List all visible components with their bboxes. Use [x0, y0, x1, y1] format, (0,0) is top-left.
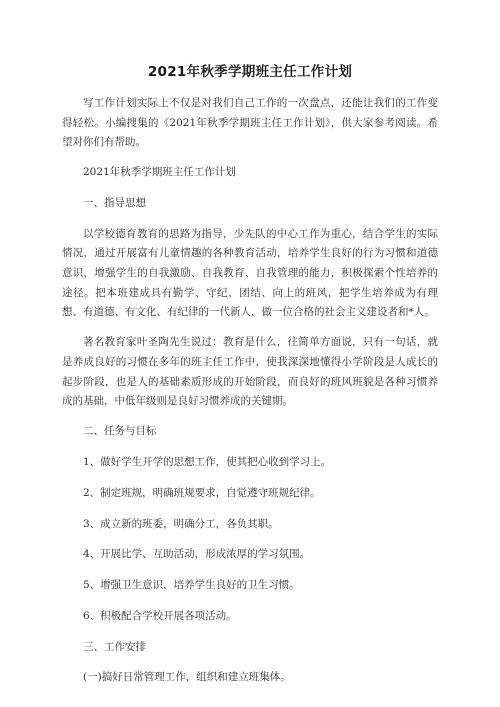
- list-item: 4、开展比学、互助活动，形成浓厚的学习氛围。: [83, 548, 311, 561]
- document-title: 2021年秋季学期班主任工作计划: [147, 64, 353, 80]
- body-paragraph: 以学校德育教育的思路为指导，少先队的中心工作为重心，结合学生的实际情况，通过开展富有儿童情趣的各种教育活动，培养学生良好的行为习惯和道德意识，增强学生的自我激励、自我教育、自我管理的能力，积极探索个性培养的途径。把本班建成具有勤学、守纪、团结、向上的班风，把学生培养成为有理想、有道德、有文化、有纪律的一代新人，做一位合格的社会主义建设者和*人。: [62, 227, 438, 319]
- section-heading-guiding-thought: 一、指导思想: [83, 197, 146, 210]
- subsection-heading: (一)搞好日常管理工作，组织和建立班集体。: [83, 671, 291, 684]
- body-paragraph: 著名教育家叶圣陶先生说过：教育是什么，往简单方面说，只有一句话，就是养成良好的习惯在多年的班主任工作中，使我深深地懂得小学阶段是人成长的起步阶段，也是人的基础素质形成的开始阶段，而良好的班风班貌是各种习惯养成的基础，中低年级则是良好习惯养成的关键期。: [62, 336, 438, 408]
- document-body: [62, 94, 438, 699]
- section-heading-tasks-goals: 二、任务与目标: [83, 425, 157, 438]
- section-heading-work-arrangement: 三、工作安排: [83, 640, 146, 653]
- list-item: 1、做好学生开学的思想工作，使其把心收到学习上。: [83, 455, 332, 468]
- subtitle-line: 2021年秋季学期班主任工作计划: [83, 166, 236, 179]
- intro-paragraph: 写工作计划实际上不仅是对我们自己工作的一次盘点，还能让我们的工作变得轻松。小编搜集的《2021年秋季学期班主任工作计划》，供大家参考阅读。希望对你们有帮助。: [62, 97, 438, 149]
- list-item: 3、成立新的班委，明确分工，各负其职。: [83, 517, 279, 530]
- list-item: 2、制定班规，明确班规要求，自觉遵守班规纪律。: [83, 486, 321, 499]
- list-item: 6、积极配合学校开展各项活动。: [83, 609, 237, 622]
- list-item: 5、增强卫生意识，培养学生良好的卫生习惯。: [83, 579, 300, 592]
